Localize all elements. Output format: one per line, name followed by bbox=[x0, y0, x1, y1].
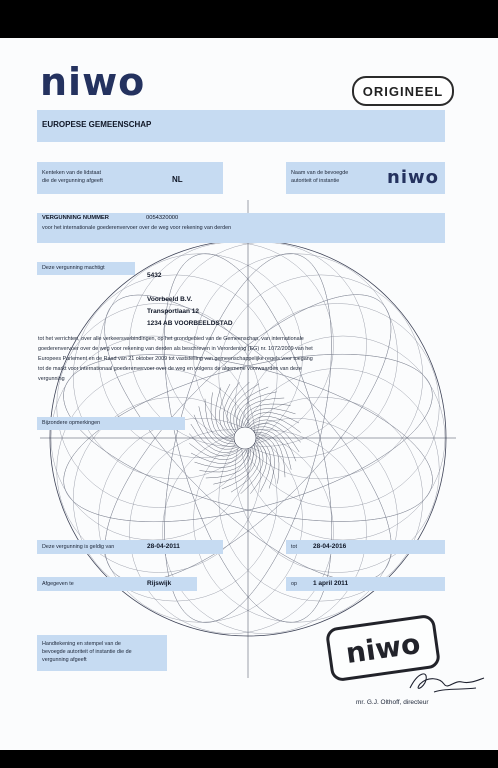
issued-date: 1 april 2011 bbox=[313, 580, 349, 587]
signature-label-3: vergunning afgeeft bbox=[42, 657, 87, 663]
issued-place: Rijswijk bbox=[147, 580, 172, 587]
body-line: vergunning bbox=[38, 376, 65, 382]
license-document bbox=[0, 38, 498, 750]
license-number: 0054320000 bbox=[146, 215, 179, 221]
original-stamp: ORIGINEEL bbox=[352, 76, 454, 106]
issued-on-label: op bbox=[291, 581, 297, 587]
holder-city: 1234 AB VOORBEELDSTAD bbox=[147, 320, 233, 327]
valid-to-band bbox=[286, 540, 445, 554]
authority-label-2: autoriteit of instantie bbox=[291, 178, 340, 184]
authority-niwo-logo: niwo bbox=[387, 167, 439, 188]
issued-date-band bbox=[286, 577, 445, 591]
valid-from-date: 28-04-2011 bbox=[147, 543, 180, 550]
authority-label-1: Naam van de bevoegde bbox=[291, 170, 349, 176]
license-number-label: VERGUNNING NUMMER bbox=[42, 215, 109, 221]
stamp-text: niwo bbox=[343, 626, 423, 670]
signature-label-1: Handtekening en stempel van de bbox=[42, 641, 121, 647]
body-line: goederenvervoer over de weg voor rekening van derden als beschreven in Verordening (EG) nr. 1072/2009 van het bbox=[38, 346, 313, 352]
holder-name: Voorbeeld B.V. bbox=[147, 296, 193, 303]
validity-label: Deze vergunning is geldig van bbox=[42, 544, 115, 550]
country-code: NL bbox=[172, 175, 183, 184]
issued-label: Afgegeven te bbox=[42, 581, 74, 587]
signature-label-2: bevoegde autoriteit of instantie die de bbox=[42, 649, 132, 655]
body-line: tot de markt voor internationaal goederenvervoer over de weg en volgens de algemene voorwaarden van deze bbox=[38, 366, 302, 372]
handwritten-signature-icon bbox=[404, 666, 488, 700]
body-line: tot het verrichten, over alle verkeersverbindingen, op het grondgebied van de Gemeenschap, van internationale bbox=[38, 336, 304, 342]
holder-street: Transportlaan 12 bbox=[147, 308, 200, 315]
signer-name: mr. G.J. Olthoff, directeur bbox=[356, 699, 429, 706]
holder-label: Deze vergunning machtigt bbox=[42, 265, 105, 271]
holder-code: 5432 bbox=[147, 272, 162, 279]
body-line: Europees Parlement en de Raad van 21 oktober 2009 tot vaststelling van gemeenschappelijke regels voor toegang bbox=[38, 356, 313, 362]
country-label-1: Kenteken van de lidstaat bbox=[42, 170, 102, 176]
header-title: EUROPESE GEMEENSCHAP bbox=[42, 120, 152, 129]
niwo-logo: niwo bbox=[40, 60, 146, 104]
remarks-label: Bijzondere opmerkingen bbox=[42, 420, 101, 426]
country-label-2: die de vergunning afgeeft bbox=[42, 178, 103, 184]
license-description: voor het internationale goederenvervoer over de weg voor rekening van derden bbox=[42, 225, 232, 231]
valid-to-date: 28-04-2016 bbox=[313, 543, 347, 550]
valid-to-label: tot bbox=[291, 544, 297, 550]
